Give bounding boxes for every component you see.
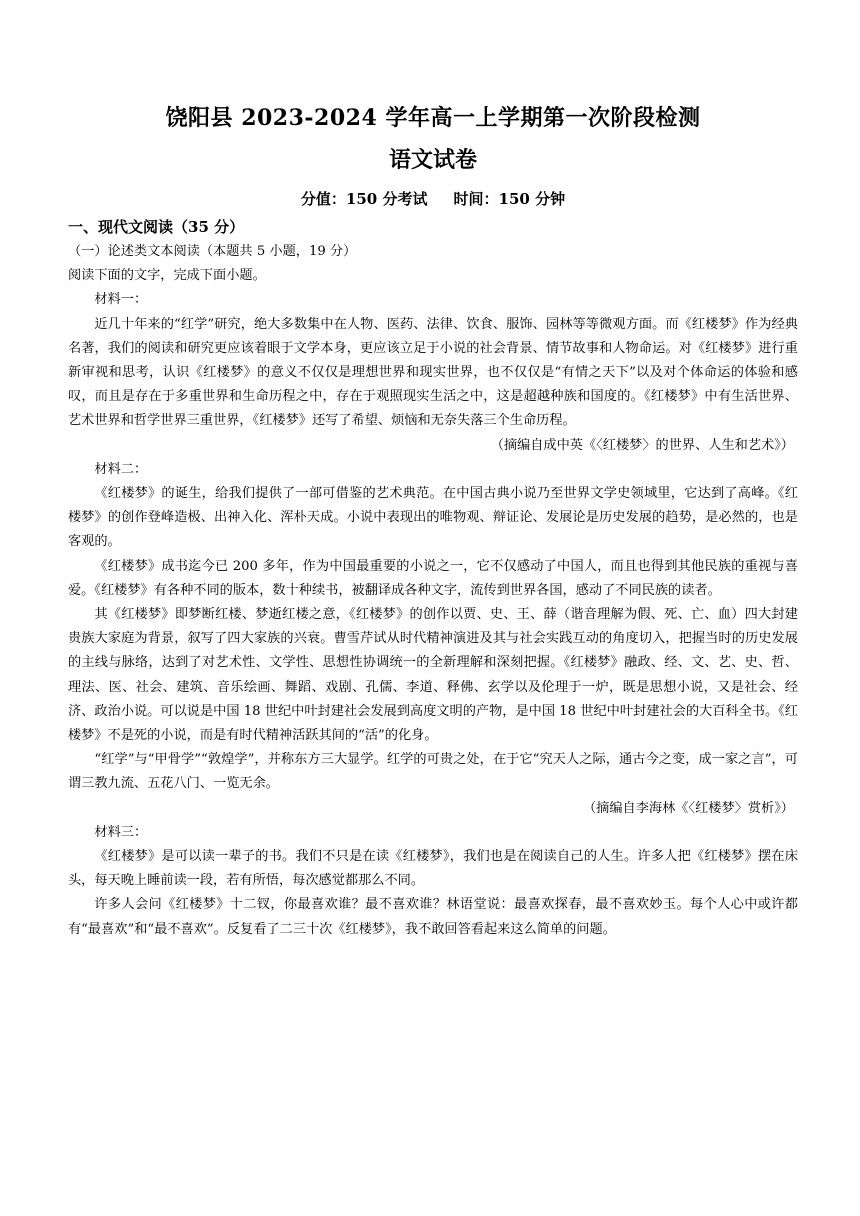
page-subtitle: 语文试卷 xyxy=(388,147,477,173)
material2-paragraph: “红学”与“甲骨学”“敦煌学”，并称东方三大显学。红学的可贵之处，在于它“究天人之际，通古今之变，成一家之言”，可谓三教九流、五花八门、一览无余。 xyxy=(68,752,798,792)
material3-paragraph: 许多人会问《红楼梦》十二钗，你最喜欢谁？最不喜欢谁？林语堂说：最喜欢探春，最不喜欢妙玉。每个人心中或许都有“最喜欢”和“最不喜欢”。反复看了二三十次《红楼梦》，我不敢回答看起来这么简单的问题。 xyxy=(68,897,798,937)
material2-source: （摘编自李海林《〈红楼梦〉赏析》） xyxy=(583,800,794,816)
material1-label: 材料一： xyxy=(94,292,148,308)
material1-source: （摘编自成中英《〈红楼梦〉的世界、人生和艺术》） xyxy=(490,437,794,453)
instruction-text: 阅读下面的文字，完成下面小题。 xyxy=(68,268,266,284)
material2-label: 材料二： xyxy=(94,461,148,477)
material3-paragraph: 《红楼梦》是可以读一辈子的书。我们不只是在读《红楼梦》，我们也是在阅读自己的人生。许多人把《红楼梦》摆在床头，每天晚上睡前读一段，若有所悟，每次感觉都那么不同。 xyxy=(68,849,798,889)
page-title: 饶阳县 2023-2024 学年高一上学期第一次阶段检测 xyxy=(165,105,701,131)
material2-paragraph: 《红楼梦》的诞生，给我们提供了一部可借鉴的艺术典范。在中国古典小说乃至世界文学史领域里，它达到了高峰。《红楼梦》的创作登峰造极、出神入化、浑朴天成。小说中表现出的唯物观、辩证论、发展论是历史发展的趋势，是必然的，也是客观的。 xyxy=(68,486,798,550)
material1-paragraph: 近几十年来的“红学”研究，绝大多数集中在人物、医药、法律、饮食、服饰、园林等等微观方面。而《红楼梦》作为经典名著，我们的阅读和研究更应该着眼于文学本身，更应该立足于小说的社会背景、情节故事和人物命运。对《红楼梦》进行重新审视和思考，认识《红楼梦》的意义不仅仅是理想世界和现实世界，也不仅仅是“有情之天下”以及对个体命运的体验和感叹，而且是存在于多重世界和生命历程之中，存在于观照现实生活之中，这是超越种族和国度的。《红楼梦》中有生活世界、艺术世界和哲学世界三重世界，《红楼梦》还写了希望、烦恼和无奈失落三个生命历程。 xyxy=(68,316,798,429)
material2-paragraph: 《红楼梦》成书迄今已 200 多年，作为中国最重要的小说之一，它不仅感动了中国人，而且也得到其他民族的重视与喜爱。《红楼梦》有各种不同的版本，数十种续书，被翻译成各种文字，流传到世界各国，感动了不同民族的读者。 xyxy=(68,558,798,598)
exam-meta: 分值：150 分考试 时间：150 分钟 xyxy=(300,190,566,208)
material3-label: 材料三： xyxy=(94,824,148,840)
section-subheading: （一）论述类文本阅读（本题共 5 小题，19 分） xyxy=(68,244,357,259)
material2-paragraph: 其《红楼梦》即梦断红楼、梦逝红楼之意，《红楼梦》的创作以贾、史、王、薛（谐音理解为假、死、亡、血）四大封建贵族大家庭为背景，叙写了四大家族的兴衰。曹雪芹试从时代精神演进及其与社会实践互动的角度切入，把握当时的历史发展的主线与脉络，达到了对艺术性、文学性、思想性协调统一的全新理解和深刻把握。《红楼梦》融政、经、文、艺、史、哲、理法、医、社会、建筑、音乐绘画、舞蹈、戏剧、孔儒、李道、释佛、玄学以及伦理于一炉，既是思想小说，又是社会、经济、政治小说。可以说是中国 18 世纪中叶封建社会发展到高度文明的产物，是中国 18 世纪中叶封建社会的大百科全书。《红楼梦》不是死的小说，而是有时代精神活跃其间的“活”的化身。 xyxy=(68,607,798,744)
section-heading: 一、现代文阅读（35 分） xyxy=(68,218,245,236)
